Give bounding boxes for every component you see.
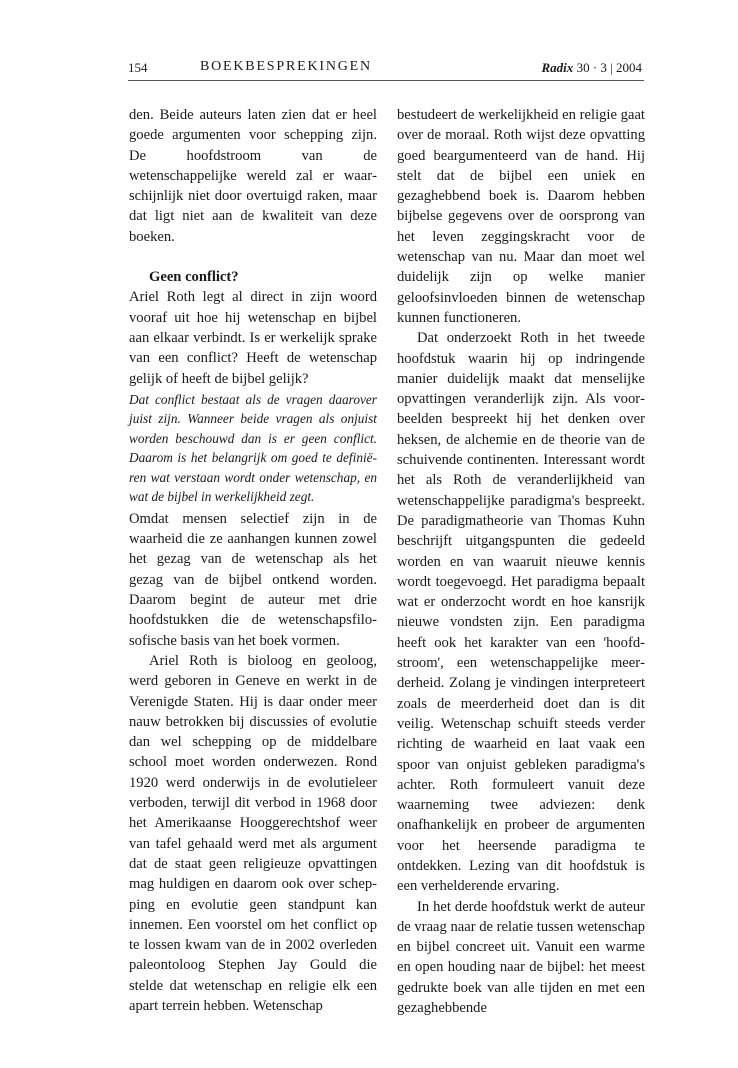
running-header bbox=[128, 58, 644, 81]
paragraph: bestudeert de werkelijkheid en religie gaat over de moraal. Roth wijst deze opvatting goed beargumenteerd van de hand. Hij stelt dat de bijbel een uniek en gezaghebbend boek is. Daarom hebben bijbelse gegevens over de oorsprong van het leven zeggingskracht voor de wetenschap van nu. Maar dan moet wel duidelijk zijn op welke manier geloofsinvloeden binnen de wetenschap kunnen functioneren. bbox=[397, 107, 645, 326]
section-title: BOEKBESPREKINGEN bbox=[200, 59, 372, 74]
section-heading: Geen conflict? bbox=[149, 269, 239, 286]
paragraph: den. Beide auteurs laten zien dat er heel goede argumenten voor schepping zijn. De hoofdstroom van de wetenschappelijke wereld zal er waarschijnlijk niet door overtuigd raken, maar dat ligt niet aan de kwaliteit van deze boeken. bbox=[129, 107, 377, 245]
paragraph: Dat onderzoekt Roth in het tweede hoofdstuk waarin hij op indringende manier duidelijk maakt dat menselijke opvattingen veranderlijk zijn. Als voorbeelden bespreekt hij het denken over heksen, de alchemie en de theorie van de schuivende continenten. Interessant wordt het als Roth de veranderlijkheid van wetenschappelijke paradigma's bespreekt. De paradigmatheorie van Thomas Kuhn beschrijft uitgangspunten die gedeeld worden en van waaruit nieuwe kennis wordt toegevoegd. Het paradigma bepaalt wat er onderzocht wordt en hoe kansrijk nieuwe vondsten zijn. Een paradigma heeft ook het karakter van een 'hoofdstroom', een wetenschappelijke meerderheid. Zolang je vindingen interpreteert zoals de meerderheid doet dan is dit veilig. Wetenschap schuift steeds verder richting de waarheid en laat vaak een spoor van onjuist gebleken paradigma's achter. Roth formuleert vanuit deze waarneming twee adviezen: denk onafhankelijk en probeer de argumenten voor het heersende paradigma te ontdekken. Lezing van dit hoofdstuk is een verhelderende ervaring. bbox=[397, 330, 645, 895]
paragraph: Ariel Roth is bioloog en geoloog, werd geboren in Geneve en werkt in de Verenigde Staten. Hij is daar onder meer nauw betrokken bij discussies of evolutie dan wel schepping op de middelbare school moet worden onderwezen. Rond 1920 werd onderwijs in de evolutieleer verboden, terwijl dit verbod in 1968 door het Amerikaanse Hooggerechtshof weer van tafel gehaald werd met als argument dat de staat geen religieuze opvattingen mag huldigen en daarom ook over schepping en evolutie geen standpunt kan innemen. Een voorstel om het conflict op te lossen kwam van de in 2002 overleden paleontoloog Stephen Jay Gould die stelde dat wetenschap en religie elk een apart terrein hebben. Wetenschap bbox=[129, 652, 377, 1014]
page-number: 154 bbox=[128, 60, 148, 75]
journal-name: Radix bbox=[541, 60, 574, 75]
journal-issue: 30 · 3 | 2004 bbox=[576, 60, 642, 75]
right-column bbox=[397, 105, 645, 1018]
paragraph: In het derde hoofdstuk werkt de auteur de vraag naar de relatie tussen wetenschap en bijbel concreet uit. Vanuit een warme en open houding naar de bijbel: het meest gedrukte boek van alle tijden en met een gezaghebbende bbox=[397, 898, 645, 1017]
journal-citation bbox=[542, 60, 642, 76]
paragraph: Omdat mensen selectief zijn in de waarheid die ze aanhangen kunnen zowel het gezag van de wetenschap als het gezag van de bijbel ontkend worden. Daarom begint de auteur met drie hoofdstukken die de wetenschapsfilosofische basis van het boek vormen. bbox=[129, 510, 377, 649]
block-quote: Dat conflict bestaat als de vragen daarover juist zijn. Wanneer beide vragen als onjuist worden beschouwd dan is er geen conflict. Daarom is het belangrijk om goed te definiëren wat verstaan wordt onder wetenschap, en wat de bijbel in werkelijkheid zegt. bbox=[129, 391, 377, 505]
left-column bbox=[129, 105, 377, 1016]
paragraph: Ariel Roth legt al direct in zijn woord vooraf uit hoe hij wetenschap en bijbel aan elkaar verbindt. Is er werkelijk sprake van een conflict? Heeft de wetenschap gelijk of heeft de bijbel gelijk? bbox=[129, 289, 377, 387]
